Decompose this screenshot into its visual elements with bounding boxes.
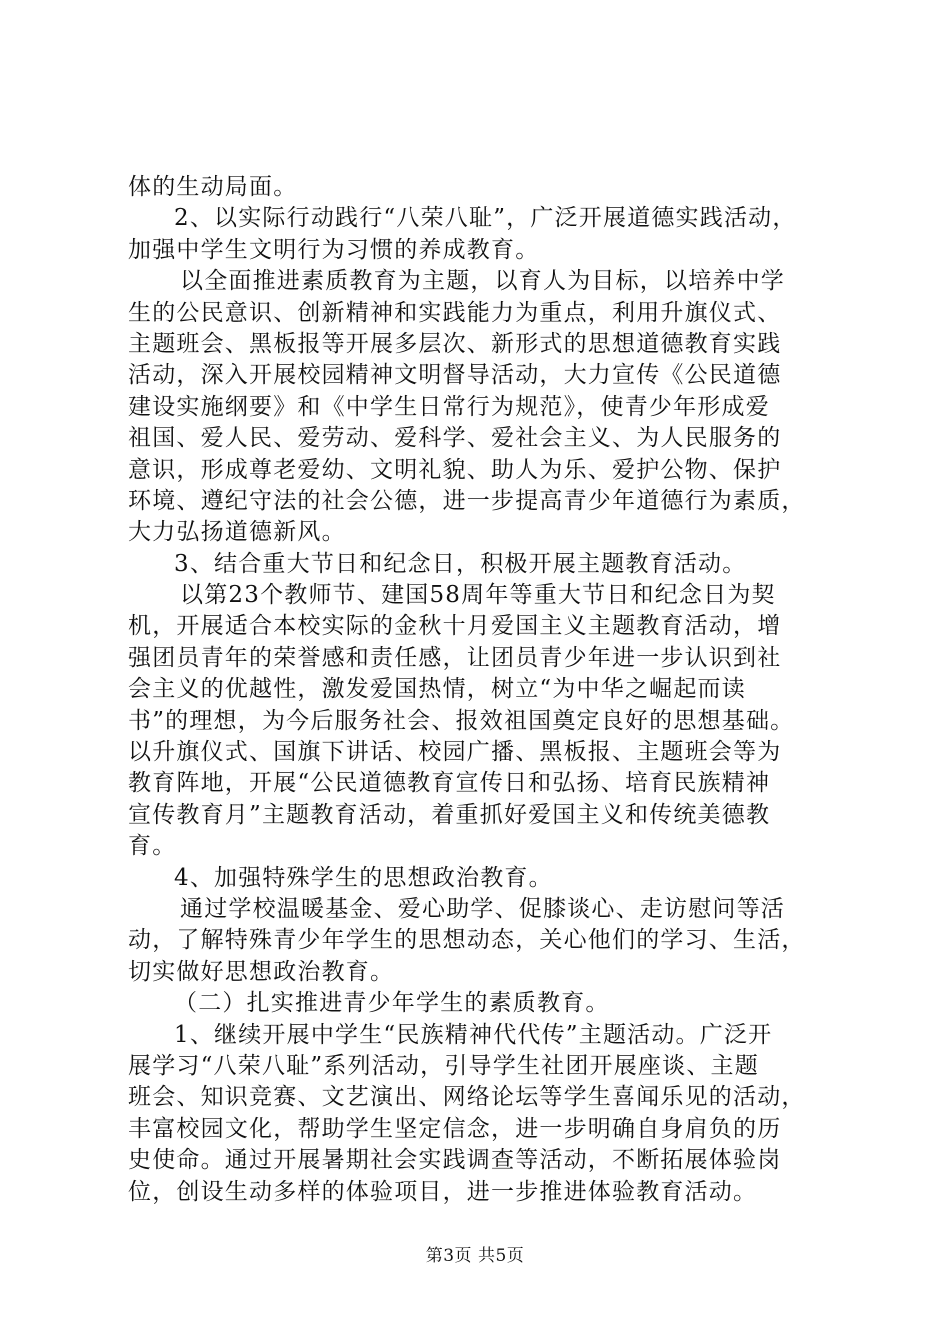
text-line: 意识，形成尊老爱幼、文明礼貌、助人为乐、爱护公物、保护 (128, 456, 782, 483)
text-line: 主题班会、黑板报等开展多层次、新形式的思想道德教育实践 (128, 330, 782, 357)
text-line: 生的公民意识、创新精神和实践能力为重点，利用升旗仪式、 (128, 299, 782, 326)
document-body (128, 172, 844, 1208)
text-line: 丰富校园文化，帮助学生坚定信念，进一步明确自身肩负的历 (128, 1115, 782, 1142)
page-number-footer: 第3页 共5页 (425, 1246, 525, 1266)
text-line: 通过学校温暖基金、爱心助学、促膝谈心、走访慰问等活 (180, 895, 785, 922)
text-line: 动，了解特殊青少年学生的思想动态，关心他们的学习、生活， (128, 927, 806, 954)
text-line: 切实做好思想政治教育。 (128, 958, 395, 985)
text-line: 展学习“八荣八耻”系列活动，引导学生社团开展座谈、主题 (128, 1052, 759, 1079)
text-line: 会主义的优越性，激发爱国热情，树立“为中华之崛起而读 (128, 676, 746, 703)
text-line: 2、以实际行动践行“八荣八耻”，广泛开展道德实践活动， (174, 205, 797, 232)
text-line: 以第23个教师节、建国58周年等重大节日和纪念日为契 (180, 582, 776, 609)
text-line: 教育阵地，开展“公民道德教育宣传日和弘扬、培育民族精神 (128, 770, 771, 797)
text-line: 史使命。通过开展暑期社会实践调查等活动，不断拓展体验岗 (128, 1147, 782, 1174)
text-line: 祖国、爱人民、爱劳动、爱科学、爱社会主义、为人民服务的 (128, 425, 782, 452)
text-line: 班会、知识竞赛、文艺演出、网络论坛等学生喜闻乐见的活动， (128, 1084, 806, 1111)
text-line: 4、加强特殊学生的思想政治教育。 (174, 864, 553, 891)
text-line: 活动，深入开展校园精神文明督导活动，大力宣传《公民道德 (128, 362, 782, 389)
text-line: 书”的理想，为今后服务社会、报效祖国奠定良好的思想基础。 (128, 707, 795, 734)
text-line: 以升旗仪式、国旗下讲话、校园广播、黑板报、主题班会等为 (128, 739, 782, 766)
text-line: 位，创设生动多样的体验项目，进一步推进体验教育活动。 (128, 1178, 758, 1205)
text-line: 环境、遵纪守法的社会公德，进一步提高青少年道德行为素质， (128, 487, 806, 514)
text-line: 以全面推进素质教育为主题，以育人为目标，以培养中学 (180, 268, 785, 295)
text-line: 宣传教育月”主题教育活动，着重抓好爱国主义和传统美德教 (128, 801, 771, 828)
text-line: 建设实施纲要》和《中学生日常行为规范》，使青少年形成爱 (128, 393, 770, 420)
text-line: （二）扎实推进青少年学生的素质教育。 (174, 990, 610, 1017)
text-line: 强团员青年的荣誉感和责任感，让团员青少年进一步认识到社 (128, 644, 782, 671)
text-line: 加强中学生文明行为习惯的养成教育。 (128, 236, 540, 263)
text-line: 育。 (128, 833, 177, 860)
text-line: 1、继续开展中学生“民族精神代代传”主题活动。广泛开 (174, 1021, 773, 1048)
text-line: 大力弘扬道德新风。 (128, 519, 346, 546)
text-line: 体的生动局面。 (128, 174, 298, 200)
text-line: 机，开展适合本校实际的金秋十月爱国主义主题教育活动，增 (128, 613, 782, 640)
text-line: 3、结合重大节日和纪念日，积极开展主题教育活动。 (174, 550, 747, 577)
